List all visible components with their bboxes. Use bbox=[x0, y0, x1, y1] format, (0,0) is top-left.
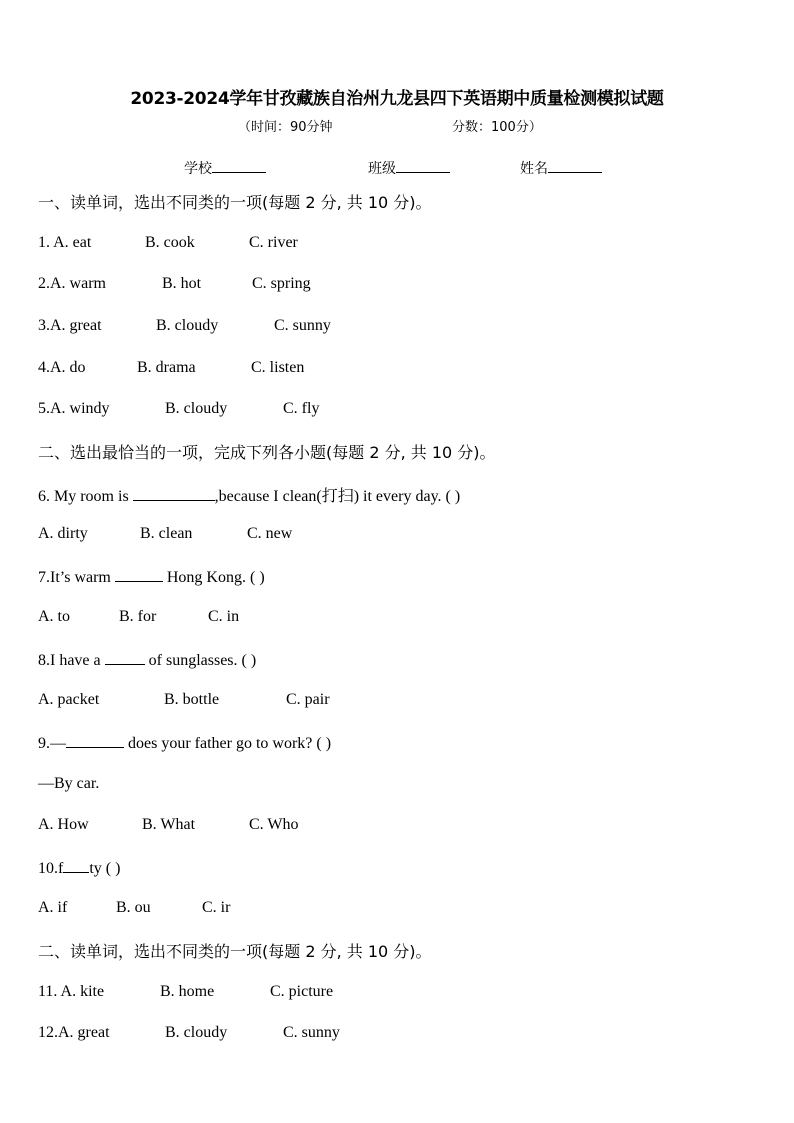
school-blank[interactable] bbox=[212, 158, 266, 173]
option-c: C. river bbox=[249, 234, 298, 251]
option-a: 4.A. do bbox=[38, 359, 86, 376]
question-text: 9.— bbox=[38, 735, 66, 752]
question-7 bbox=[38, 567, 265, 587]
question-9 bbox=[38, 733, 331, 753]
section-heading-1: 一、读单词，选出不同类的一项(每题 2 分, 共 10 分)。 bbox=[38, 193, 432, 212]
option-c: C. spring bbox=[252, 275, 311, 292]
option-b: B. for bbox=[119, 608, 157, 625]
option-b: B. What bbox=[142, 816, 196, 833]
option-b: B. cloudy bbox=[165, 1024, 228, 1041]
name-field bbox=[520, 158, 602, 178]
option-a: 3.A. great bbox=[38, 317, 102, 334]
question-text-end: Hong Kong. ( ) bbox=[162, 569, 265, 586]
answer-blank[interactable] bbox=[105, 650, 145, 665]
option-c: C. listen bbox=[251, 359, 305, 376]
answer-blank[interactable] bbox=[115, 567, 163, 582]
option-c: C. fly bbox=[283, 400, 320, 417]
question-11 bbox=[38, 983, 334, 1001]
question-text-end: does your father go to work? ( ) bbox=[124, 735, 332, 752]
option-a: A. packet bbox=[38, 691, 100, 708]
option-b: B. cloudy bbox=[165, 400, 228, 417]
question-text: 7.It’s warm bbox=[38, 569, 115, 586]
question-6 bbox=[38, 483, 460, 506]
options-7 bbox=[38, 608, 240, 626]
option-c: C. ir bbox=[202, 899, 231, 916]
school-field bbox=[184, 158, 266, 178]
option-c: C. Who bbox=[249, 816, 299, 833]
question-text-end: ,because I clean(打扫) it every day. ( ) bbox=[214, 488, 461, 505]
option-a: A. How bbox=[38, 816, 89, 833]
question-text: 10.f bbox=[38, 860, 64, 877]
section-heading-2: 二、选出最恰当的一项，完成下列各小题(每题 2 分, 共 10 分)。 bbox=[38, 443, 496, 462]
exam-score: 分数：100分） bbox=[452, 120, 542, 135]
option-a: 1. A. eat bbox=[38, 234, 92, 251]
question-2 bbox=[38, 275, 311, 293]
option-a: A. if bbox=[38, 899, 68, 916]
section-heading-3: 二、读单词，选出不同类的一项(每题 2 分, 共 10 分)。 bbox=[38, 942, 432, 961]
option-c: C. pair bbox=[286, 691, 330, 708]
option-a: A. to bbox=[38, 608, 70, 625]
option-b: B. clean bbox=[140, 525, 193, 542]
option-b: B. ou bbox=[116, 899, 151, 916]
option-c: C. sunny bbox=[283, 1024, 340, 1041]
options-9 bbox=[38, 816, 299, 834]
option-b: B. hot bbox=[162, 275, 202, 292]
option-c: C. new bbox=[247, 525, 293, 542]
options-8 bbox=[38, 691, 330, 709]
options-10 bbox=[38, 899, 231, 917]
option-c: C. in bbox=[208, 608, 240, 625]
option-b: B. cook bbox=[145, 234, 195, 251]
option-a: A. dirty bbox=[38, 525, 88, 542]
class-label: 班级 bbox=[368, 161, 396, 177]
option-a: 5.A. windy bbox=[38, 400, 110, 417]
option-a: 2.A. warm bbox=[38, 275, 106, 292]
name-label: 姓名 bbox=[520, 161, 548, 177]
question-12 bbox=[38, 1024, 340, 1042]
option-b: B. home bbox=[160, 983, 215, 1000]
question-text-end: of sunglasses. ( ) bbox=[144, 652, 257, 669]
option-b: B. bottle bbox=[164, 691, 220, 708]
answer-blank[interactable] bbox=[63, 858, 89, 873]
question-4 bbox=[38, 359, 305, 377]
question-text: 6. My room is bbox=[38, 488, 133, 505]
exam-time: （时间：90分钟 bbox=[238, 120, 333, 135]
question-3 bbox=[38, 317, 331, 335]
school-label: 学校 bbox=[184, 161, 212, 177]
options-6 bbox=[38, 525, 293, 543]
page-title: 2023-2024学年甘孜藏族自治州九龙县四下英语期中质量检测模拟试题 bbox=[130, 89, 664, 109]
answer-blank[interactable] bbox=[133, 486, 215, 501]
name-blank[interactable] bbox=[548, 158, 602, 173]
option-b: B. cloudy bbox=[156, 317, 219, 334]
class-blank[interactable] bbox=[396, 158, 450, 173]
option-c: C. picture bbox=[270, 983, 334, 1000]
option-a: 12.A. great bbox=[38, 1024, 110, 1041]
option-c: C. sunny bbox=[274, 317, 331, 334]
answer-blank[interactable] bbox=[66, 733, 124, 748]
question-5 bbox=[38, 400, 320, 418]
class-field bbox=[368, 158, 450, 178]
option-a: 11. A. kite bbox=[38, 983, 105, 1000]
question-8 bbox=[38, 650, 256, 670]
question-10 bbox=[38, 858, 120, 878]
question-text-end: ty ( ) bbox=[89, 860, 121, 877]
question-text: 8.I have a bbox=[38, 652, 105, 669]
option-b: B. drama bbox=[137, 359, 196, 376]
question-1 bbox=[38, 234, 298, 252]
question-9-reply: —By car. bbox=[38, 775, 100, 792]
